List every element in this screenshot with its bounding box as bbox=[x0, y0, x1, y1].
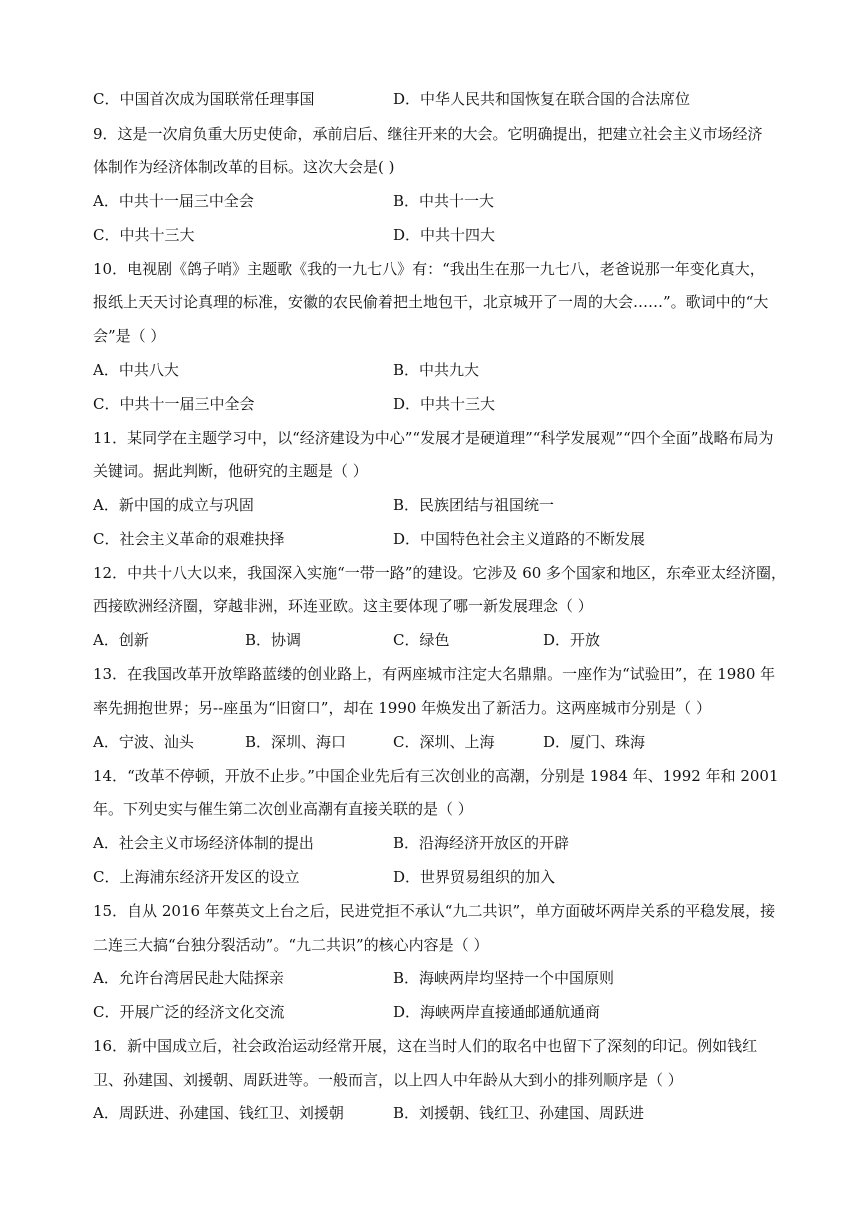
q10-option-a: A．中共八大 bbox=[93, 361, 179, 379]
q9-option-b: B．中共十一大 bbox=[393, 192, 495, 210]
q13-option-a: A．宁波、汕头 bbox=[93, 733, 194, 751]
q13-stem-line-2: 率先拥抱世界；另--座虽为“旧窗口”，却在 1990 年焕发出了新活力。这两座城市分别是（ ） bbox=[93, 699, 711, 717]
q15-option-a: A．允许台湾居民赴大陆探亲 bbox=[93, 969, 284, 987]
q14-stem-line-2: 年。下列史实与催生第二次创业高潮有直接关联的是（ ） bbox=[93, 800, 473, 818]
q13-option-d: D．厦门、珠海 bbox=[543, 733, 646, 751]
q10-option-b: B．中共九大 bbox=[393, 361, 480, 379]
q9-option-a: A．中共十一届三中全会 bbox=[93, 192, 254, 210]
q14-option-c: C．上海浦东经济开发区的设立 bbox=[93, 868, 300, 886]
q12-option-c: C．绿色 bbox=[393, 631, 450, 649]
q15-stem-line-1: 15．自从 2016 年蔡英文上台之后，民进党拒不承认“九二共识”，单方面破坏两岸关系的平稳发展，接 bbox=[93, 902, 776, 920]
q15-option-d: D．海峡两岸直接通邮通航通商 bbox=[393, 1003, 601, 1021]
q13-stem-line-1: 13．在我国改革开放筚路蓝缕的创业路上，有两座城市注定大名鼎鼎。一座作为“试验田”，在 1980 年 bbox=[93, 665, 776, 683]
q11-option-d: D．中国特色社会主义道路的不断发展 bbox=[393, 530, 646, 548]
q9-option-d: D．中共十四大 bbox=[393, 226, 496, 244]
q11-option-b: B．民族团结与祖国统一 bbox=[393, 496, 555, 514]
q16-stem-line-2: 卫、孙建国、刘援朝、周跃进等。一般而言，以上四人中年龄从大到小的排列顺序是（ ） bbox=[93, 1071, 683, 1089]
q8-option-c: C．中国首次成为国联常任理事国 bbox=[93, 90, 315, 108]
q16-option-a: A．周跃进、孙建国、钱红卫、刘援朝 bbox=[93, 1104, 344, 1122]
q10-stem-line-2: 报纸上天天讨论真理的标准，安徽的农民偷着把土地包干，北京城开了一周的大会……”。歌词中的“大 bbox=[93, 293, 769, 311]
q12-stem-line-2: 西接欧洲经济圈，穿越非洲，环连亚欧。这主要体现了哪一新发展理念（ ） bbox=[93, 597, 593, 615]
q11-stem-line-2: 关键词。据此判断，他研究的主题是（ ） bbox=[93, 462, 368, 480]
q10-stem-line-3: 会”是（ ） bbox=[93, 327, 166, 345]
q12-stem-line-1: 12．中共十八大以来，我国深入实施“一带一路”的建设。它涉及 60 多个国家和地区，东牵亚太经济圈， bbox=[93, 564, 787, 582]
q13-option-c: C．深圳、上海 bbox=[393, 733, 495, 751]
q11-stem-line-1: 11．某同学在主题学习中，以“经济建设为中心”“发展才是硬道理”“科学发展观”“四个全面”战略布局为 bbox=[93, 429, 774, 447]
q12-option-b: B．协调 bbox=[245, 631, 302, 649]
q13-option-b: B．深圳、海口 bbox=[245, 733, 347, 751]
q14-option-d: D．世界贸易组织的加入 bbox=[393, 868, 556, 886]
q16-option-b: B．刘援朝、钱红卫、孙建国、周跃进 bbox=[393, 1104, 645, 1122]
q15-stem-line-2: 二连三大搞“台独分裂活动”。“九二共识”的核心内容是（ ） bbox=[93, 936, 489, 954]
q15-option-c: C．开展广泛的经济文化交流 bbox=[93, 1003, 285, 1021]
q9-option-c: C．中共十三大 bbox=[93, 226, 195, 244]
q14-stem-line-1: 14．“改革不停顿，开放不止步。”中国企业先后有三次创业的高潮，分别是 1984 年、1992 年和 2001 bbox=[93, 767, 779, 785]
q11-option-c: C．社会主义革命的艰难抉择 bbox=[93, 530, 285, 548]
q15-option-b: B．海峡两岸均坚持一个中国原则 bbox=[393, 969, 615, 987]
q9-stem-line-2: 体制作为经济体制改革的目标。这次大会是( ) bbox=[93, 158, 395, 176]
q12-option-d: D．开放 bbox=[543, 631, 601, 649]
q14-option-b: B．沿海经济开放区的开辟 bbox=[393, 834, 570, 852]
q12-option-a: A．创新 bbox=[93, 631, 149, 649]
q9-stem-line-1: 9．这是一次肩负重大历史使命，承前启后、继往开来的大会。它明确提出，把建立社会主义市场经济 bbox=[93, 125, 763, 143]
q10-stem-line-1: 10．电视剧《鸽子哨》主题歌《我的一九七八》有：“我出生在那一九七八，老爸说那一年变化真大， bbox=[93, 260, 765, 278]
q10-option-d: D．中共十三大 bbox=[393, 395, 496, 413]
q8-option-d: D．中华人民共和国恢复在联合国的合法席位 bbox=[393, 90, 691, 108]
q10-option-c: C．中共十一届三中全会 bbox=[93, 395, 255, 413]
q11-option-a: A．新中国的成立与巩固 bbox=[93, 496, 254, 514]
q14-option-a: A．社会主义市场经济体制的提出 bbox=[93, 834, 314, 852]
q16-stem-line-1: 16．新中国成立后，社会政治运动经常开展，这在当时人们的取名中也留下了深刻的印记。例如钱红 bbox=[93, 1037, 758, 1055]
